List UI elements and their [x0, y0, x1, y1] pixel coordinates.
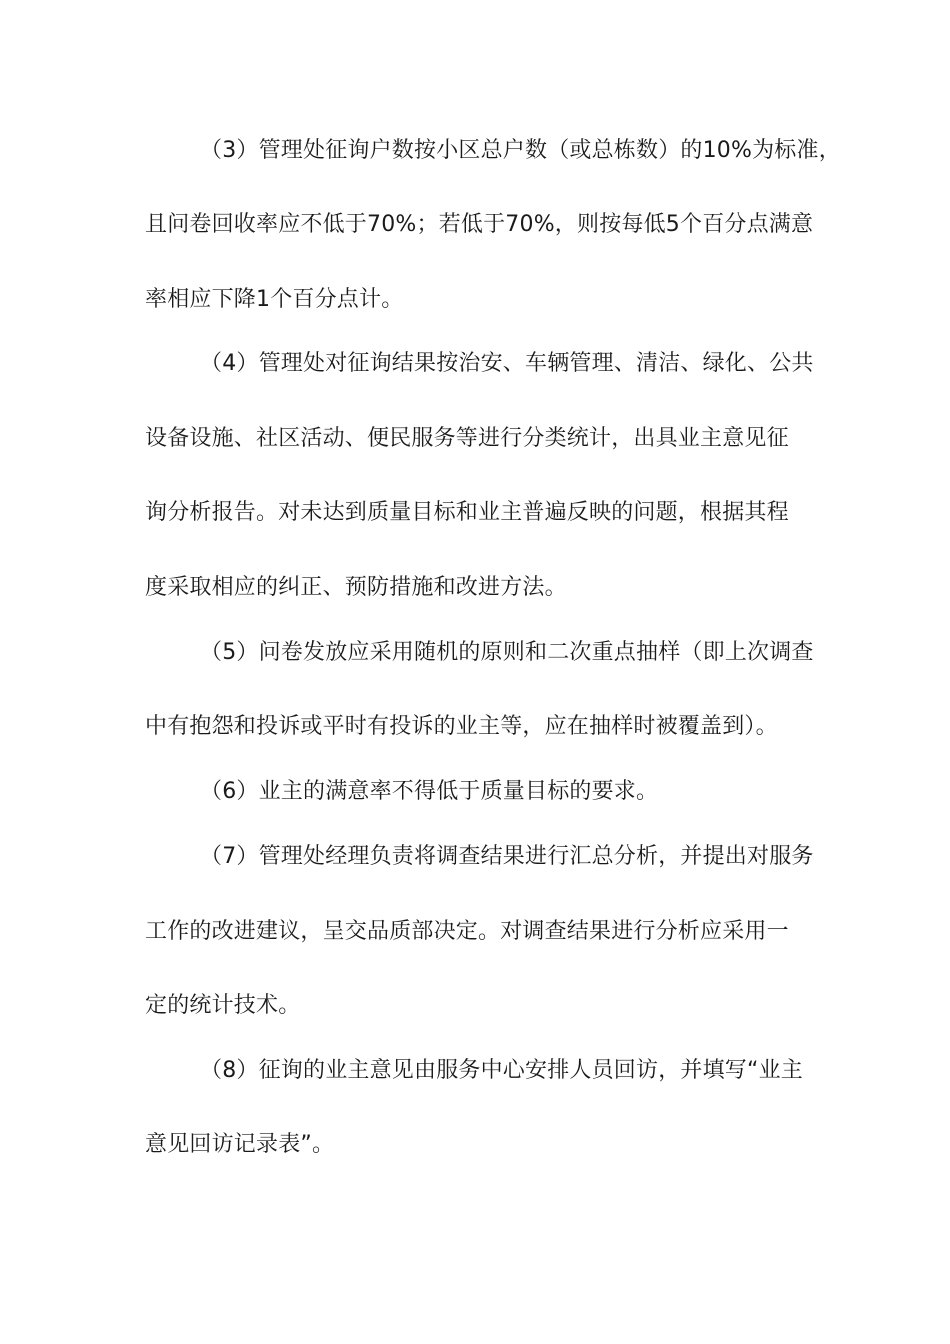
text-line: 设备设施、社区活动、便民服务等进行分类统计，出具业主意见征 — [145, 426, 789, 451]
text-line: 询分析报告。对未达到质量目标和业主普遍反映的问题，根据其程 — [145, 500, 789, 525]
text-line: （8）征询的业主意见由服务中心安排人员回访，并填写“业主 — [200, 1058, 803, 1083]
text-line: （7）管理处经理负责将调查结果进行汇总分析，并提出对服务 — [200, 844, 814, 869]
text-line: 工作的改进建议，呈交品质部决定。对调查结果进行分析应采用一 — [145, 919, 789, 944]
text-line: 定的统计技术。 — [145, 993, 301, 1018]
text-line: （5）问卷发放应采用随机的原则和二次重点抽样（即上次调查 — [200, 640, 814, 665]
text-line: 度采取相应的纠正、预防措施和改进方法。 — [145, 575, 567, 600]
text-line: 且问卷回收率应不低于70%；若低于70%，则按每低5个百分点满意 — [145, 212, 814, 237]
text-line: 率相应下降1个百分点计。 — [145, 287, 404, 312]
text-line: 中有抱怨和投诉或平时有投诉的业主等，应在抽样时被覆盖到）。 — [145, 714, 778, 739]
text-line: （3）管理处征询户数按小区总户数（或总栋数）的10%为标准， — [200, 138, 841, 163]
text-line: （6）业主的满意率不得低于质量目标的要求。 — [200, 779, 659, 804]
text-line: （4）管理处对征询结果按治安、车辆管理、清洁、绿化、公共 — [200, 351, 814, 376]
text-line: 意见回访记录表”。 — [145, 1132, 335, 1157]
